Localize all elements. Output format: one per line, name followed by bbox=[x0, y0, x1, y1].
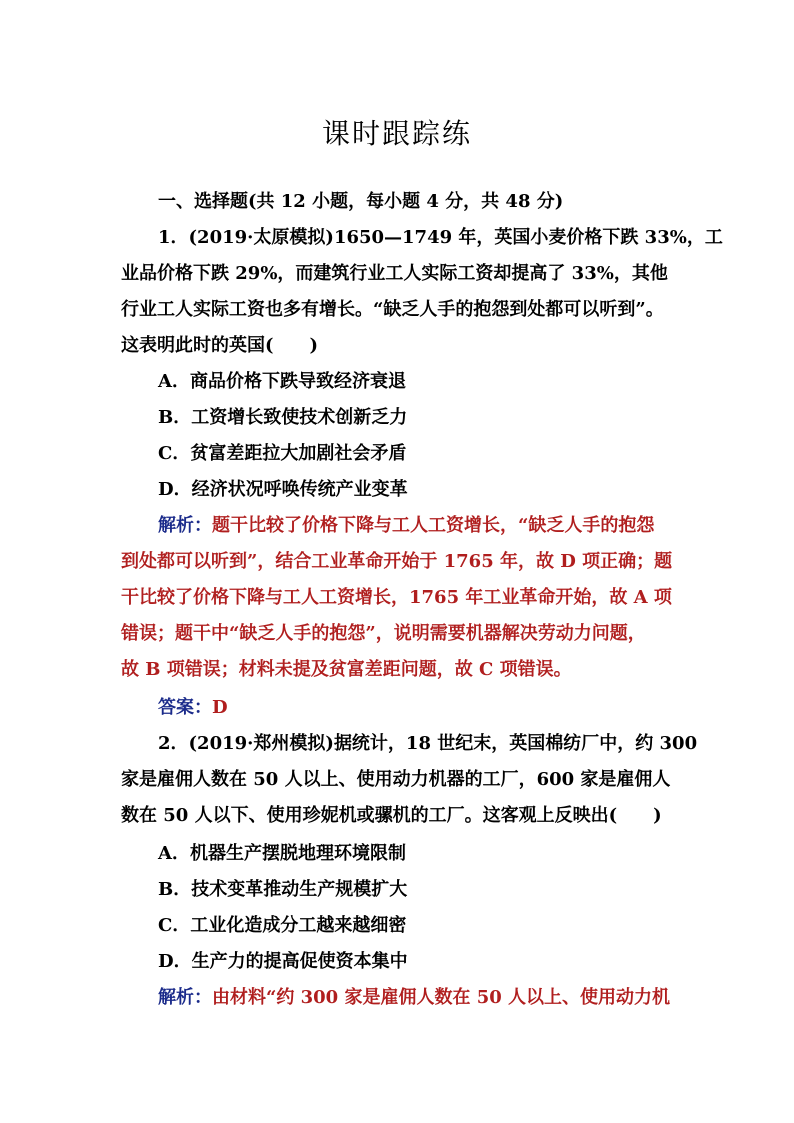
q1-line-2: 业品价格下跌 29%，而建筑行业工人实际工资却提高了 33%，其他 bbox=[121, 263, 668, 284]
q1-analysis-line-3: 干比较了价格下降与工人工资增长，1765 年工业革命开始，故 A 项 bbox=[121, 587, 672, 608]
q1-analysis-line-2: 到处都可以听到”，结合工业革命开始于 1765 年，故 D 项正确；题 bbox=[121, 551, 673, 572]
q2-analysis-label: 解析： bbox=[158, 987, 212, 1008]
q1-analysis-text-1: 题干比较了价格下降与工人工资增长，“缺乏人手的抱怨 bbox=[212, 515, 655, 536]
q2-analysis-text-1: 由材料“约 300 家是雇佣人数在 50 人以上、使用动力机 bbox=[212, 987, 671, 1008]
q1-line-3: 行业工人实际工资也多有增长。“缺乏人手的抱怨到处都可以听到”。 bbox=[121, 299, 664, 320]
q1-option-c: C．贫富差距拉大加剧社会矛盾 bbox=[158, 443, 407, 464]
q2-analysis-line-1 bbox=[158, 986, 682, 1010]
q1-source: (2019·太原模拟) bbox=[188, 227, 334, 248]
q2-line-3: 数在 50 人以下、使用珍妮机或骡机的工厂。这客观上反映出( ) bbox=[121, 805, 662, 826]
q2-source: (2019·郑州模拟) bbox=[188, 733, 334, 754]
q1-number: 1． bbox=[158, 227, 189, 248]
q1-analysis-line-1 bbox=[158, 514, 682, 538]
q1-option-d: D．经济状况呼唤传统产业变革 bbox=[158, 479, 408, 500]
q1-answer bbox=[158, 696, 682, 720]
q1-answer-label: 答案： bbox=[158, 697, 212, 718]
q2-option-c: C．工业化造成分工越来越细密 bbox=[158, 915, 407, 936]
q2-number: 2． bbox=[158, 733, 189, 754]
q1-analysis-line-4: 错误；题干中“缺乏人手的抱怨”，说明需要机器解决劳动力问题， bbox=[121, 623, 646, 644]
q2-line-1 bbox=[158, 732, 718, 756]
q2-option-b: B．技术变革推动生产规模扩大 bbox=[158, 879, 408, 900]
page-title: 课时跟踪练 bbox=[321, 117, 472, 150]
q1-analysis-line-5: 故 B 项错误；材料未提及贫富差距问题，故 C 项错误。 bbox=[121, 659, 572, 680]
q1-line-4: 这表明此时的英国( ) bbox=[121, 335, 319, 356]
q2-option-d: D．生产力的提高促使资本集中 bbox=[158, 951, 408, 972]
q2-line-2: 家是雇佣人数在 50 人以上、使用动力机器的工厂，600 家是雇佣人 bbox=[121, 769, 671, 790]
q1-option-a: A．商品价格下跌导致经济衰退 bbox=[158, 371, 406, 392]
q1-analysis-label: 解析： bbox=[158, 515, 212, 536]
q1-option-b: B．工资增长致使技术创新乏力 bbox=[158, 407, 408, 428]
q1-answer-value: D bbox=[212, 697, 228, 718]
q2-text-1: 据统计，18 世纪末，英国棉纺厂中，约 300 bbox=[333, 733, 698, 754]
q1-text-1: 1650—1749 年，英国小麦价格下跌 33%，工 bbox=[333, 227, 723, 248]
q2-option-a: A．机器生产摆脱地理环境限制 bbox=[158, 843, 406, 864]
section-heading: 一、选择题(共 12 小题，每小题 4 分，共 48 分) bbox=[158, 191, 564, 212]
q1-line-1 bbox=[158, 226, 723, 250]
